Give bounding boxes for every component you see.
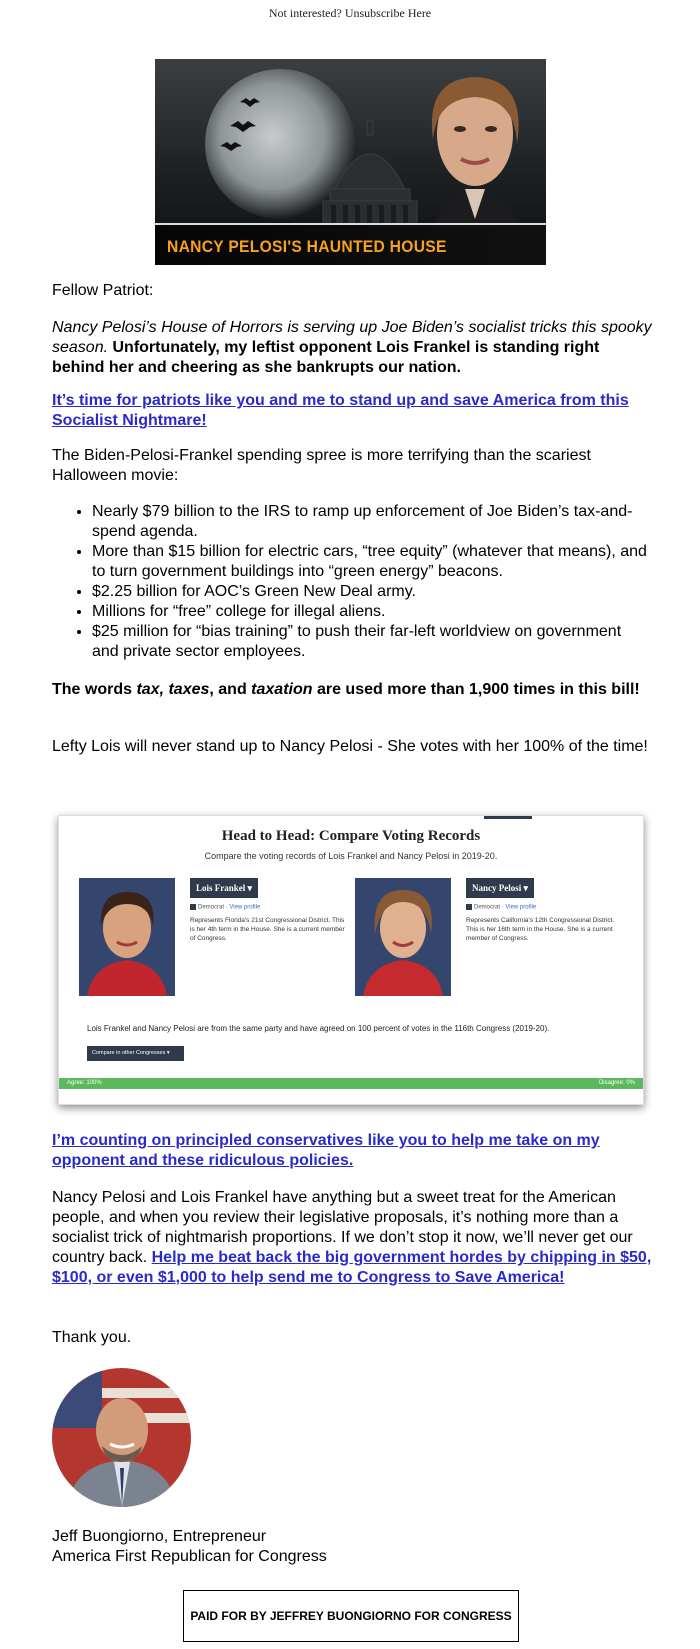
bats-icon xyxy=(210,84,300,174)
comparison-subtitle: Compare the voting records of Lois Frankel and Nancy Pelosi in 2019-20. xyxy=(204,851,498,861)
intro-bold: Unfortunately, my leftist opponent Lois Frankel is standing right behind her and cheering as she bankrupts our nation. xyxy=(52,339,600,376)
list-item: • Nearly $79 billion to the IRS to ramp up enforcement of Joe Biden’s tax-and-spend agenda. xyxy=(92,502,652,542)
donate-link[interactable]: Help me beat back the big government hordes by chipping in $50, $100, or even $1,000 to help send me to Congress to Save America! xyxy=(52,1249,652,1286)
list-item: • Millions for “free” college for illegal aliens. xyxy=(92,602,652,622)
disagree-label: Disagree: 0% xyxy=(598,1080,635,1086)
hero-image xyxy=(155,59,546,265)
counting-on-link[interactable]: I’m counting on principled conservatives like you to help me take on my opponent and these ridiculous policies. xyxy=(52,1132,600,1169)
chevron-down-icon: ▾ xyxy=(247,883,253,893)
unsubscribe-link[interactable]: Not interested? Unsubscribe Here xyxy=(268,6,432,20)
hero-banner xyxy=(155,223,546,265)
frankel-name-dropdown[interactable]: Lois Frankel ▾ xyxy=(190,878,258,898)
agreement-text: Lois Frankel and Nancy Pelosi are from the same party and have agreed on 100 percent of votes in the 116th Congress (2019-20). xyxy=(87,1024,550,1033)
pelosi-description: Represents California's 12th Congressional District. This is her 16th term in the House. She is a current member of Congress. xyxy=(466,917,615,942)
chevron-down-icon: ▾ xyxy=(166,1050,170,1056)
pelosi-card-photo xyxy=(355,878,451,996)
agree-label: Agree: 100% xyxy=(67,1080,102,1086)
frankel-photo xyxy=(79,878,175,996)
hero-title: NANCY PELOSI'S HAUNTED HOUSE xyxy=(167,237,447,256)
closing-paragraph: Nancy Pelosi and Lois Frankel have anything but a sweet treat for the American people, and when you review their legislative proposals, it’s nothing more than a socialist trick of nightmarish proportions. If we don’t stop it now, we’ll never get our country back. Help me beat back the big government hordes by chipping in $50, $100, or even $1,000 to help send me to Congress to Save America! xyxy=(52,1189,652,1286)
list-item: • $2.25 billion for AOC’s Green New Deal army. xyxy=(92,582,652,602)
cta-paragraph-2 xyxy=(52,1131,652,1171)
frankel-view-profile-link[interactable]: View profile xyxy=(229,904,261,911)
intro-paragraph xyxy=(52,318,652,378)
greeting: Fellow Patriot: xyxy=(52,282,154,299)
list-item: • $25 million for “bias training” to push their far-left worldview on government and private sector employees. xyxy=(92,622,652,662)
intro-italic: Nancy Pelosi’s House of Horrors is serving up Joe Biden’s socialist tricks this spooky season. xyxy=(52,319,652,356)
signature xyxy=(52,1527,652,1567)
signature-name: Jeff Buongiorno, Entrepreneur xyxy=(52,1528,267,1545)
cta-paragraph-1 xyxy=(52,391,652,431)
signature-title: America First Republican for Congress xyxy=(52,1548,327,1565)
tab-indicator xyxy=(484,816,532,819)
pelosi-name-dropdown[interactable]: Nancy Pelosi ▾ xyxy=(466,878,534,898)
list-item: • More than $15 billion for electric cars, “tree equity” (whatever that means), and to turn government buildings into “green energy” beacons. xyxy=(92,542,652,582)
chevron-down-icon: ▾ xyxy=(523,883,529,893)
compare-other-congresses-button[interactable]: Compare in other Congresses ▾ xyxy=(87,1046,184,1061)
pelosi-view-profile-link[interactable]: View profile xyxy=(505,904,537,911)
tax-words-paragraph: The words tax, taxes, and taxation are used more than 1,900 times in this bill! xyxy=(52,681,640,698)
stand-up-link[interactable]: It’s time for patriots like you and me to stand up and save America from this Socialist Nightmare! xyxy=(52,392,629,429)
agreement-bar xyxy=(59,1078,643,1089)
paid-for-disclaimer: PAID FOR BY JEFFREY BUONGIORNO FOR CONGRESS xyxy=(183,1590,519,1642)
signature-avatar xyxy=(52,1368,191,1507)
voting-comparison-card xyxy=(58,815,644,1105)
spending-list xyxy=(52,502,652,662)
lefty-lois-paragraph: Lefty Lois will never stand up to Nancy Pelosi - She votes with her 100% of the time! xyxy=(52,738,648,755)
pelosi-party: Democrat · View profile xyxy=(466,904,536,911)
spending-intro: The Biden-Pelosi-Frankel spending spree is more terrifying than the scariest Halloween movie: xyxy=(52,447,591,484)
frankel-description: Represents Florida's 21st Congressional District. This is her 4th term in the House. She is a current member of Congress. xyxy=(190,917,345,942)
thanks-text: Thank you. xyxy=(52,1329,132,1346)
frankel-party: Democrat · View profile xyxy=(190,904,260,911)
comparison-title: Head to Head: Compare Voting Records xyxy=(221,828,481,844)
